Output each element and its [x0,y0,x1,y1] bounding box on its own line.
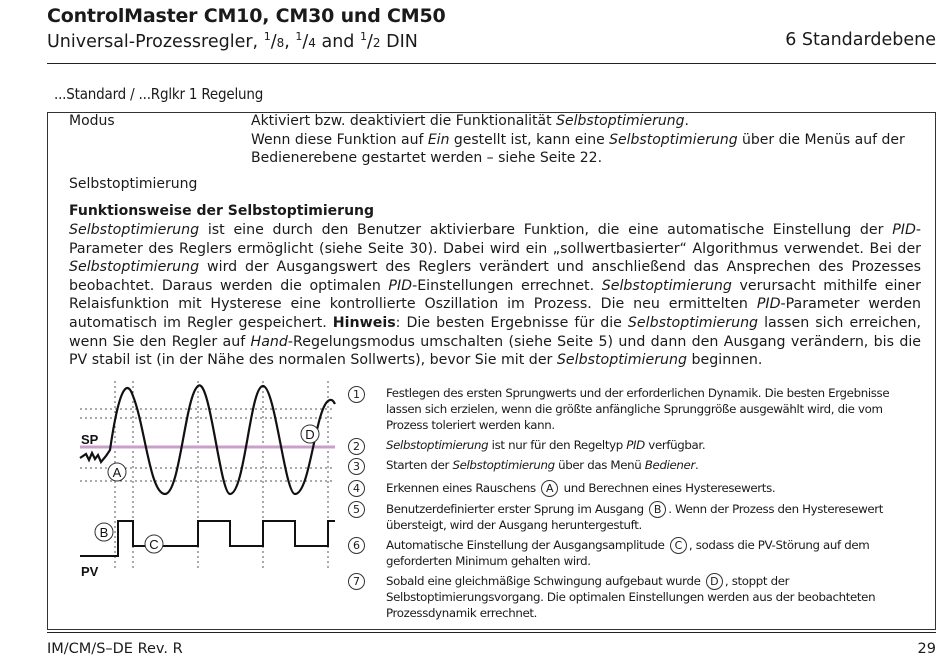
text-run: wird der Ausgangswert des Reglers verändert und anschließend das Ansprechen des Prozesses beobachtet. Daraus werden die optimalen [69,259,921,294]
modus-text: über die Menüs auf der Bedienerebene gestartet werden – siehe Seite 22. [251,131,905,166]
step-number: 7 [348,573,365,590]
text-run: Sobald eine gleichmäßige Schwingung aufgebaut wurde [386,574,704,588]
step-text [386,537,914,570]
breadcrumb: ...Standard / ...Rglkr 1 Regelung [54,85,264,103]
text-run: . [694,458,699,472]
italic-text: PID [388,277,413,294]
diagram-markers [95,425,319,553]
step-text [386,573,914,622]
marker-ref-d: D [706,573,723,590]
footer-rule [47,632,936,633]
pv-label: PV [81,564,99,579]
header-rule [47,63,936,64]
italic-text: Selbstoptimierung [69,222,200,238]
italic-text: Selbstoptimierung [452,458,555,472]
modus-text: Aktiviert bzw. deaktiviert die Funktionalität [251,113,557,129]
italic-text: Bediener [644,458,695,472]
step-text [386,386,914,433]
italic-text: Selbstoptimierung [627,314,759,331]
footer-document-id: IM/CM/S–DE Rev. R [47,641,183,657]
italic-text: Selbstoptimierung [386,438,489,452]
text-run: -Regelungsmodus umschalten (siehe Seite 5) und dann den Ausgang verändern, bis die PV stabil ist (in der Nähe des normalen Sollwerts), bevor Sie mit der [69,333,921,369]
modus-text: . [684,113,689,129]
marker-ref-a: A [541,480,558,497]
text-run: lassen sich erreichen, wenn Sie den Regler auf [69,314,921,350]
marker-ref-b: B [649,501,666,518]
text-run: , stoppt der Selbstoptimierungsvorgang. Die optimalen Einstellungen werden aus der beobachteten Prozessdynamik errechnet. [386,574,876,620]
marker-d-label: D [305,427,315,442]
section-label: 6 Standardebene [785,30,936,50]
text-run: Benutzerdefinierter erster Sprung im Ausgang [386,502,648,516]
text-run: -Parameter werden automatisch im Regler gespeichert. [69,296,921,331]
step-text [386,458,914,474]
modus-text-italic: Ein [427,131,450,148]
step-number: 5 [348,501,365,518]
italic-text: Hand [250,333,288,350]
text-run: : Die besten Ergebnisse für die [395,314,628,331]
step-text [386,438,914,454]
subtitle-suffix: DIN [380,31,418,52]
document-title: ControlMaster CM10, CM30 und CM50 [47,5,446,27]
text-run: . Wenn der Prozess den Hysteresewert übersteigt, wird der Ausgang heruntergestuft. [386,502,884,532]
step-text [386,480,914,497]
text-run: Starten der [386,458,453,472]
modus-text: gestellt ist, kann eine [449,131,610,148]
modus-text-italic: Selbstoptimierung [556,113,685,129]
italic-text: PID [892,222,916,238]
marker-b-label: B [99,525,109,540]
italic-text: Selbstoptimierung [601,277,732,294]
modus-text-italic: Selbstoptimierung [609,131,738,148]
subtitle-fraction: $^1$/8 [263,30,285,52]
text-run: beginnen. [687,352,763,369]
sp-label: SP [81,432,99,447]
text-run: , sodass die PV-Störung auf dem geforderten Minimum gehalten wird. [386,538,870,568]
italic-text: Selbstoptimierung [556,352,688,369]
step-number: 2 [348,438,365,455]
step-text [386,501,914,534]
bold-text: Hinweis [332,314,396,331]
step-number: 4 [348,480,365,497]
text-run: ist nur für den Regeltyp [488,438,627,452]
subtitle-prefix: Universal-Prozessregler, [47,31,264,52]
italic-text: Selbstoptimierung [69,259,200,276]
italic-text: PID [626,438,645,452]
description-paragraph [69,221,921,370]
step-number: 6 [348,537,365,554]
marker-c-label: C [149,537,159,552]
output-step-curve [80,521,335,556]
text-run: Festlegen des ersten Sprungwerts und der erforderlichen Dynamik. Die besten Ergebnisse lassen sich erzielen, wenn die größte anfängliche Sprunggröße ausgewählt wird, die vom Prozess toleriert werden kann. [386,386,890,432]
marker-a-label: A [112,465,122,480]
param-modus-label: Modus [69,113,115,129]
text-run: Erkennen eines Rauschens [386,481,540,495]
text-run: verfügbar. [644,438,706,452]
text-run: -Einstellungen errechnet. [412,277,602,294]
text-run: -Parameter des Reglers ermöglicht (siehe Seite 30). Dabei wird ein „sollwertbasierter“ Algorithmus verwendet. Bei der [69,222,921,257]
text-run: über das Menü [554,458,645,472]
page-number: 29 [917,641,936,657]
step-number: 1 [348,386,365,403]
subtitle-fraction: $^1$/4 [295,30,316,52]
italic-text: PID [756,296,781,313]
modus-text: Wenn diese Funktion auf [251,131,428,148]
text-run: Automatische Einstellung der Ausgangsamplitude [386,538,668,552]
subtitle-fractions: $^1$/8, $^1$/4 and $^1$/2 [263,30,381,52]
text-run: verursacht mithilfe einer Relaisfunktion mit Hysterese eine kontrollierte Oszillation im Prozess. Die neu ermittelten [69,277,921,313]
param-modus-description [251,112,923,168]
autotune-diagram [70,376,338,586]
text-run: ist eine durch den Benutzer aktivierbare Funktion, die eine automatische Einstellung der [199,222,893,238]
section-heading: Funktionsweise der Selbstoptimierung [69,203,375,219]
marker-ref-c: C [670,537,687,554]
text-run: und Berechnen eines Hysteresewerts. [560,481,776,495]
step-number: 3 [348,458,365,475]
document-subtitle [47,30,418,52]
param-selbstoptimierung-label: Selbstoptimierung [69,176,198,192]
subtitle-fraction: $^1$/2 [359,30,381,52]
